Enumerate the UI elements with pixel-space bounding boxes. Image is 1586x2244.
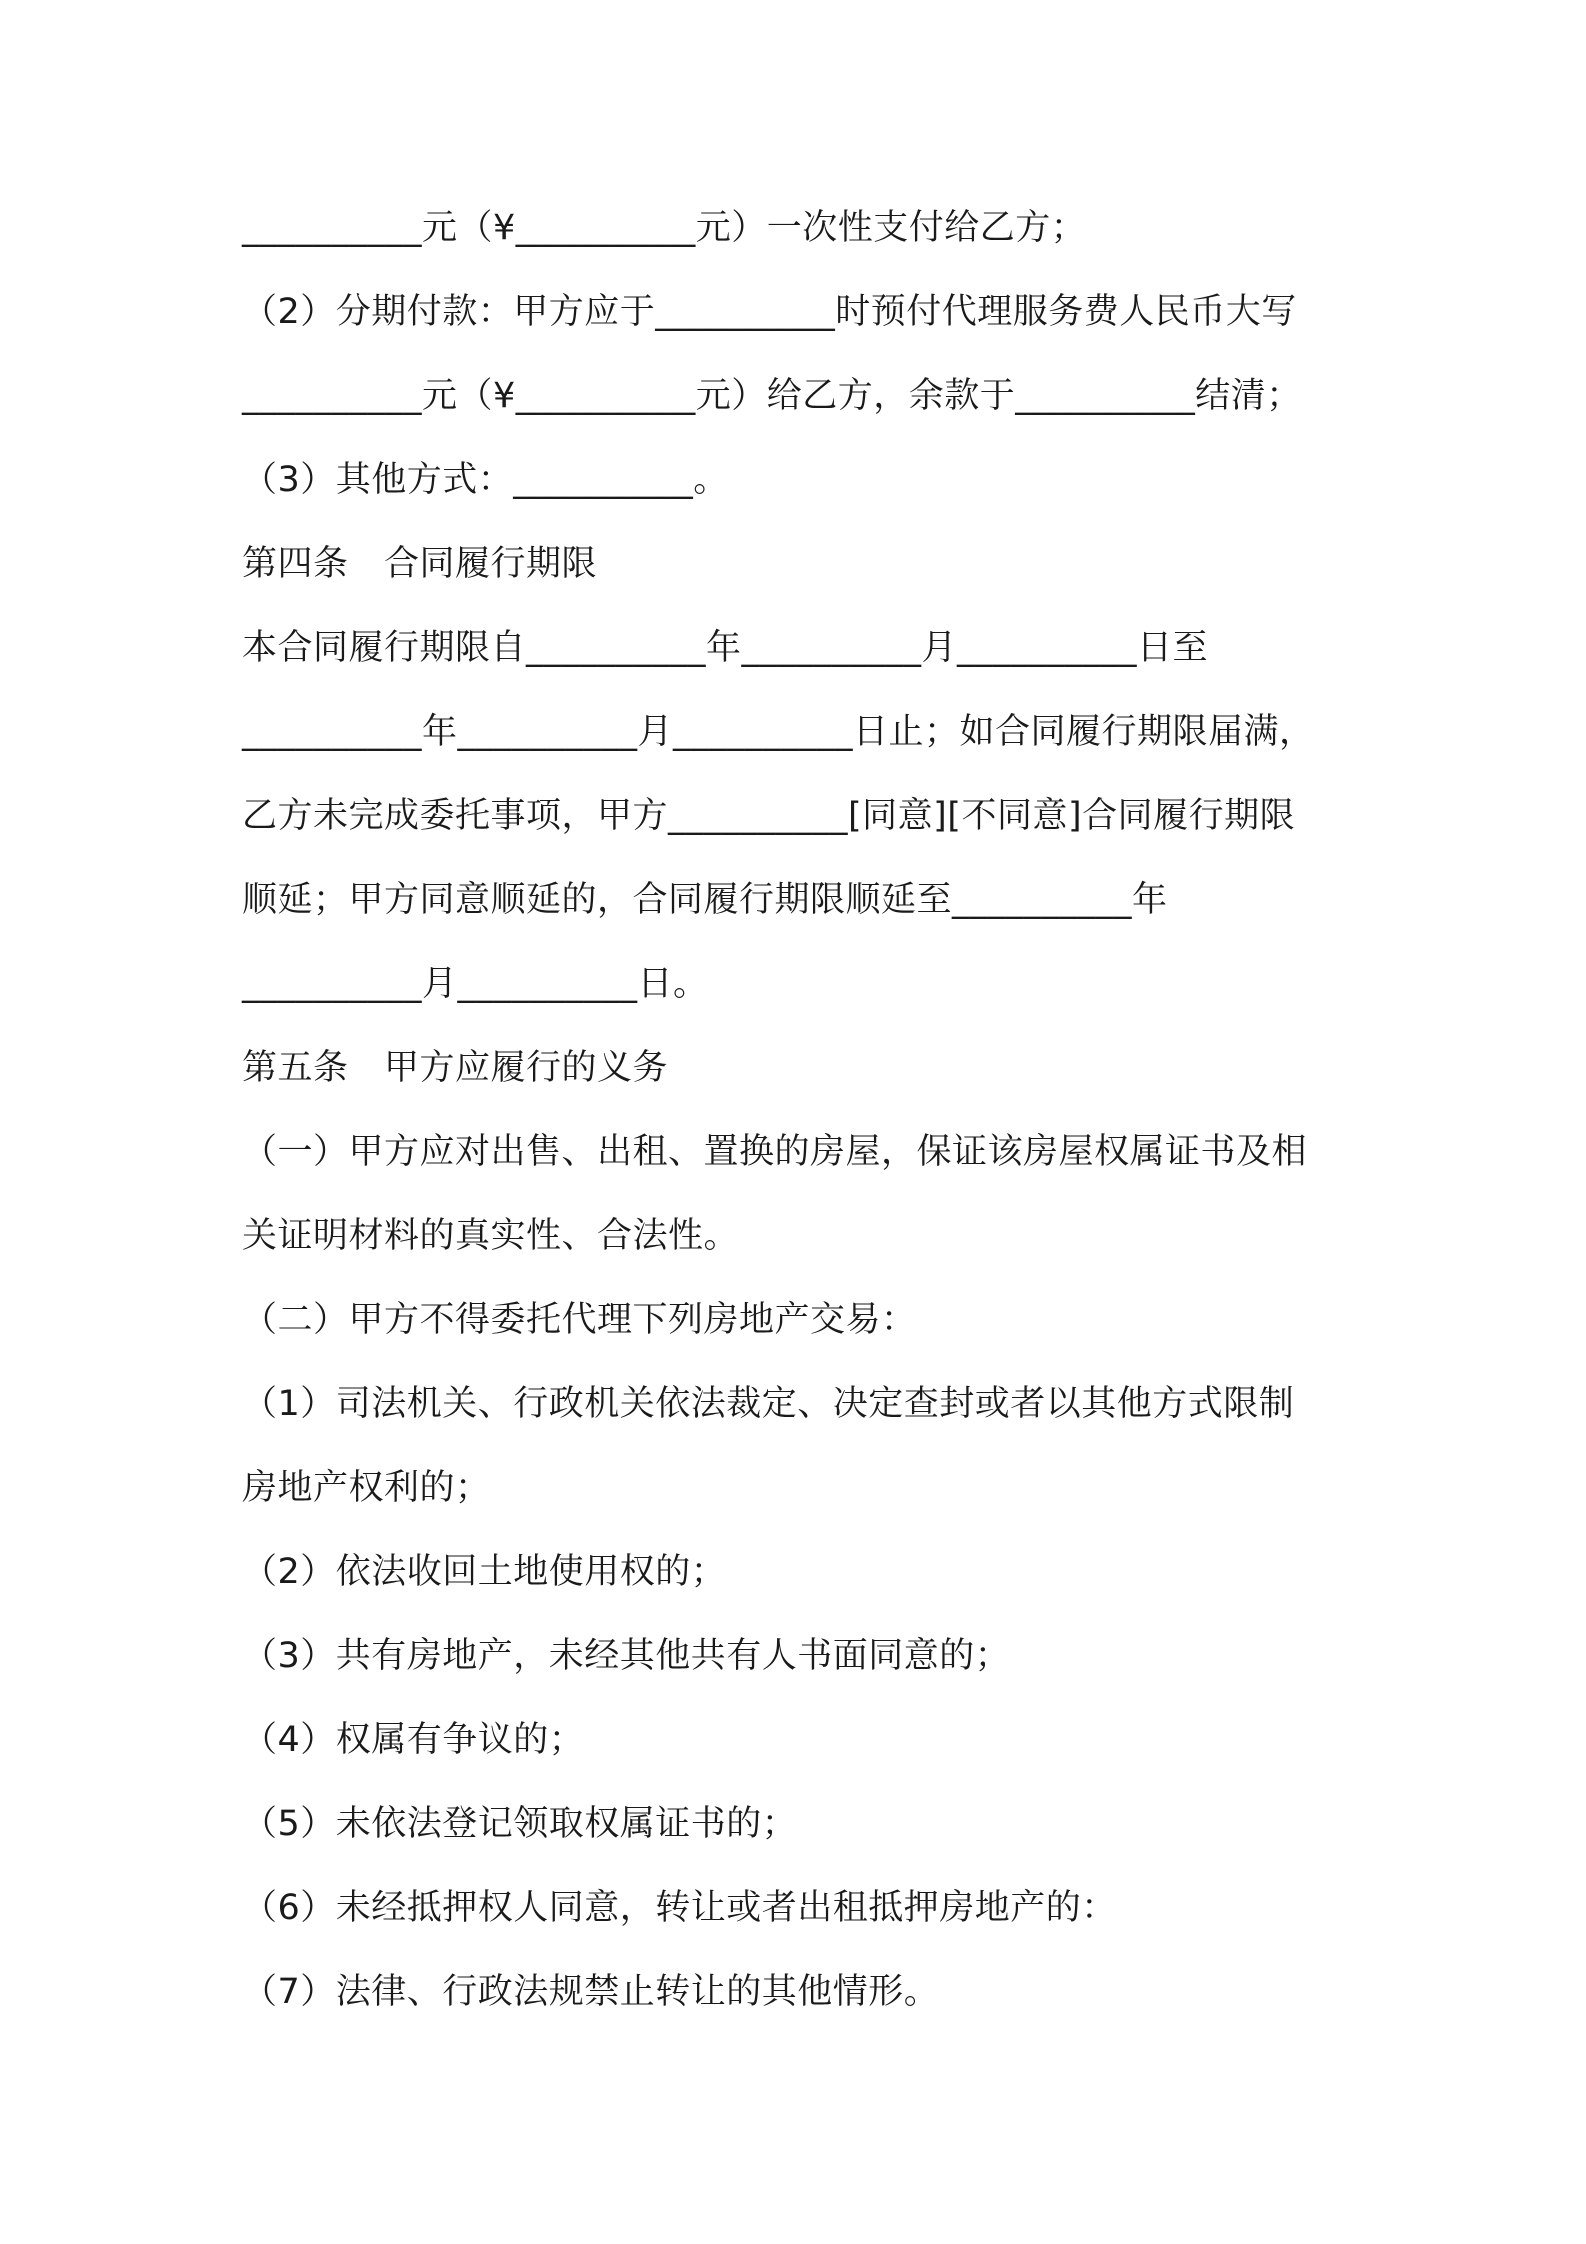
list-item-3: （3）共有房地产，未经其他共有人书面同意的； <box>242 1636 1011 1676</box>
text-line-installment-2: __________元（¥__________元）给乙方，余款于__________结清； <box>242 376 1302 416</box>
text-line-installment-1: （2）分期付款：甲方应于__________时预付代理服务费人民币大写 <box>242 292 1297 332</box>
article-5-heading: 第五条 甲方应履行的义务 <box>242 1048 669 1088</box>
text-line-term-3: 乙方未完成委托事项，甲方__________[同意][不同意]合同履行期限 <box>242 796 1296 836</box>
text-line-term-4: 顺延；甲方同意顺延的，合同履行期限顺延至__________年 <box>242 880 1168 920</box>
list-item-4: （4）权属有争议的； <box>242 1720 585 1760</box>
text-line-other-method: （3）其他方式：__________。 <box>242 460 729 500</box>
text-line-duty-2: （二）甲方不得委托代理下列房地产交易： <box>242 1300 917 1340</box>
list-item-1a: （1）司法机关、行政机关依法裁定、决定查封或者以其他方式限制 <box>242 1384 1295 1424</box>
list-item-6: （6）未经抵押权人同意，转让或者出租抵押房地产的： <box>242 1888 1117 1928</box>
text-line-term-1: 本合同履行期限自__________年__________月__________日至 <box>242 628 1209 668</box>
text-line-duty-1a: （一）甲方应对出售、出租、置换的房屋，保证该房屋权属证书及相 <box>242 1132 1308 1172</box>
list-item-1b: 房地产权利的； <box>242 1468 491 1508</box>
text-line-term-5: __________月__________日。 <box>242 964 709 1004</box>
text-line-duty-1b: 关证明材料的真实性、合法性。 <box>242 1216 740 1256</box>
text-line-payment-lump-sum: __________元（¥__________元）一次性支付给乙方； <box>242 208 1087 248</box>
article-4-heading: 第四条 合同履行期限 <box>242 544 598 584</box>
text-line-term-2: __________年__________月__________日止；如合同履行期限届满， <box>242 712 1315 752</box>
list-item-2: （2）依法收回土地使用权的； <box>242 1552 727 1592</box>
list-item-7: （7）法律、行政法规禁止转让的其他情形。 <box>242 1972 940 2012</box>
list-item-5: （5）未依法登记领取权属证书的； <box>242 1804 798 1844</box>
